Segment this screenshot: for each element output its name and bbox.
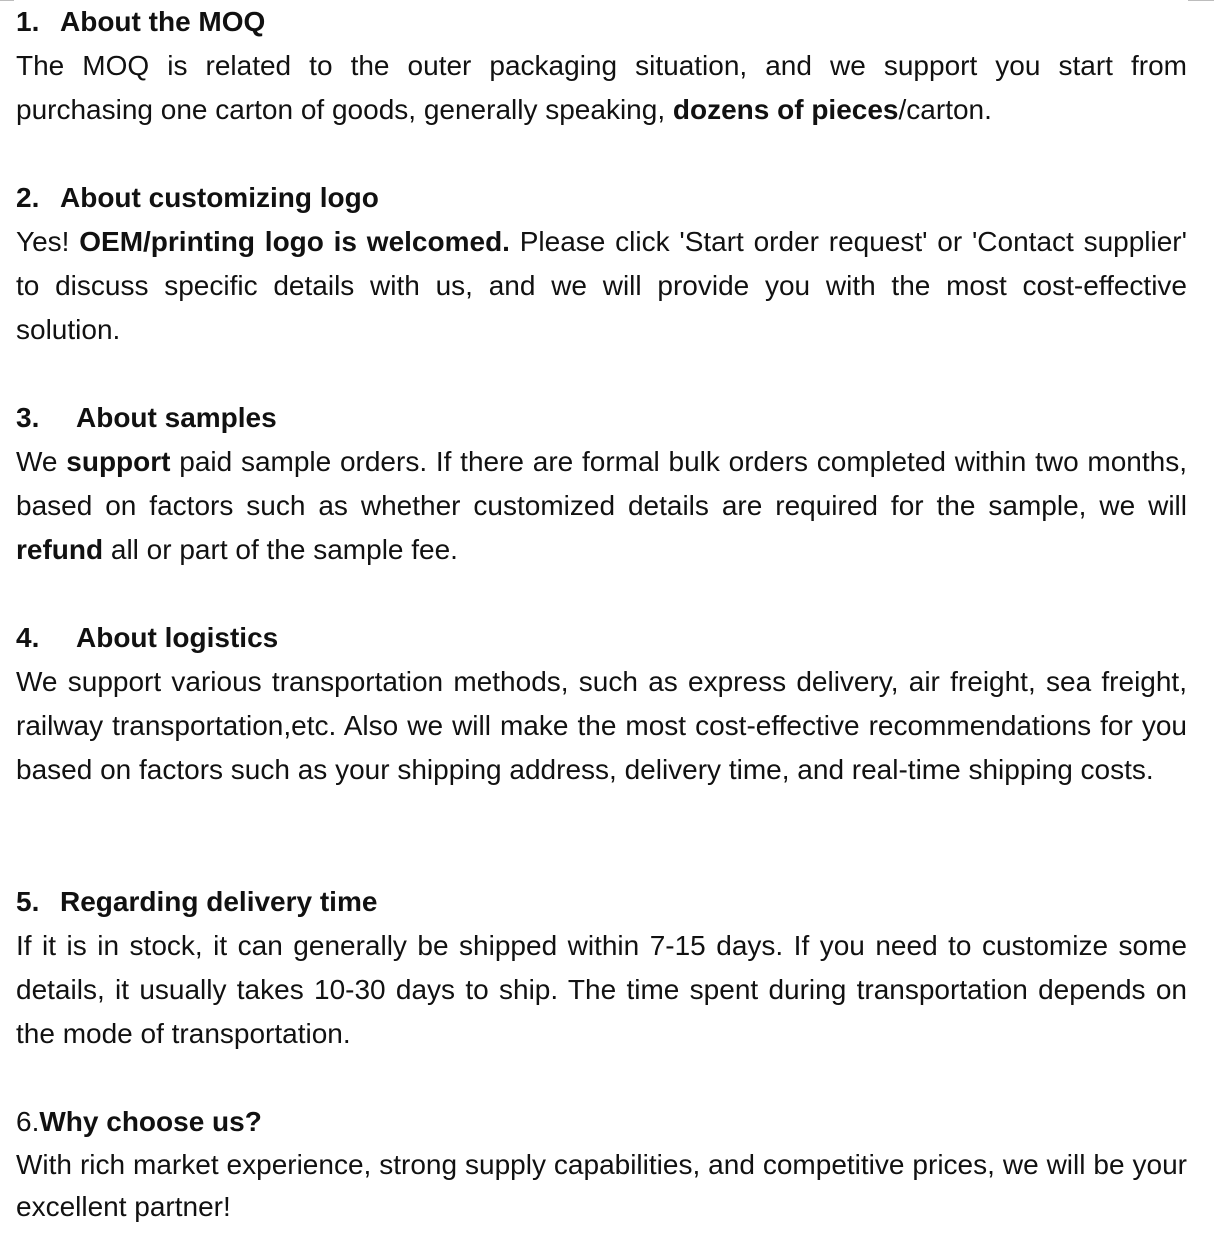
section-body — [16, 660, 1187, 792]
section-heading — [16, 1100, 1187, 1144]
body-text: If it is in stock, it can generally be shipped within 7-15 days. If you need to customize some details, it usually takes 10-30 days to ship. The time spent during transportation depends on the mode of transportation. — [16, 930, 1187, 1049]
section-body — [16, 44, 1187, 132]
emphasis-text: OEM/printing logo is welcomed. — [79, 226, 510, 257]
section-number: 2. — [16, 182, 40, 213]
section-body — [16, 220, 1187, 352]
section-heading — [16, 396, 1187, 440]
emphasis-text: refund — [16, 534, 104, 565]
emphasis-text: support — [66, 446, 171, 477]
body-text: We — [16, 446, 67, 477]
body-text: The MOQ is related to the outer packaging situation, and we support you start from purchasing one carton of goods, generally speaking, — [16, 50, 1187, 125]
section-number: 3. — [16, 402, 40, 433]
section-body — [16, 440, 1187, 572]
section-number: 4. — [16, 622, 40, 653]
body-text: /carton. — [898, 94, 992, 125]
top-right-edge-mark — [1188, 0, 1214, 1]
section-title: About the MOQ — [60, 6, 266, 37]
section-body — [16, 924, 1187, 1056]
section-heading — [16, 176, 1187, 220]
top-left-edge-mark — [0, 0, 14, 1]
body-text: We support various transportation methods, such as express delivery, air freight, sea freight, railway transportation,etc. Also we will make the most cost-effective recommendations for you based on factors such as your shipping address, delivery time, and real-time shipping costs. — [16, 666, 1187, 785]
section-title: Why choose us? — [39, 1106, 262, 1137]
section-title: About samples — [76, 402, 277, 433]
body-text: all or part of the sample fee. — [103, 534, 458, 565]
section-customizing-logo — [16, 176, 1187, 352]
section-why-choose-us — [16, 1100, 1187, 1228]
body-text: With rich market experience, strong supply capabilities, and competitive prices, we will be your excellent partner! — [16, 1149, 1187, 1222]
section-title: About customizing logo — [60, 182, 379, 213]
section-heading — [16, 0, 1187, 44]
section-heading — [16, 880, 1187, 924]
section-heading — [16, 616, 1187, 660]
section-title: Regarding delivery time — [60, 886, 378, 917]
section-moq — [16, 0, 1187, 132]
section-samples — [16, 396, 1187, 572]
emphasis-text: dozens of pieces — [672, 94, 899, 125]
section-logistics — [16, 616, 1187, 792]
body-text: paid sample orders. If there are formal bulk orders completed within two months, based on factors such as whether customized details are required for the sample, we will — [16, 446, 1187, 521]
body-text: Please click 'Start order request' or 'Contact supplier' to discuss specific details with us, and we will provide you with the most cost-effective solution. — [16, 226, 1187, 345]
section-number: 5. — [16, 886, 40, 917]
section-delivery-time — [16, 880, 1187, 1056]
section-number: 1. — [16, 6, 40, 37]
section-number: 6. — [16, 1106, 40, 1137]
body-text: Yes! — [16, 226, 80, 257]
section-title: About logistics — [76, 622, 279, 653]
section-body — [16, 1144, 1187, 1228]
